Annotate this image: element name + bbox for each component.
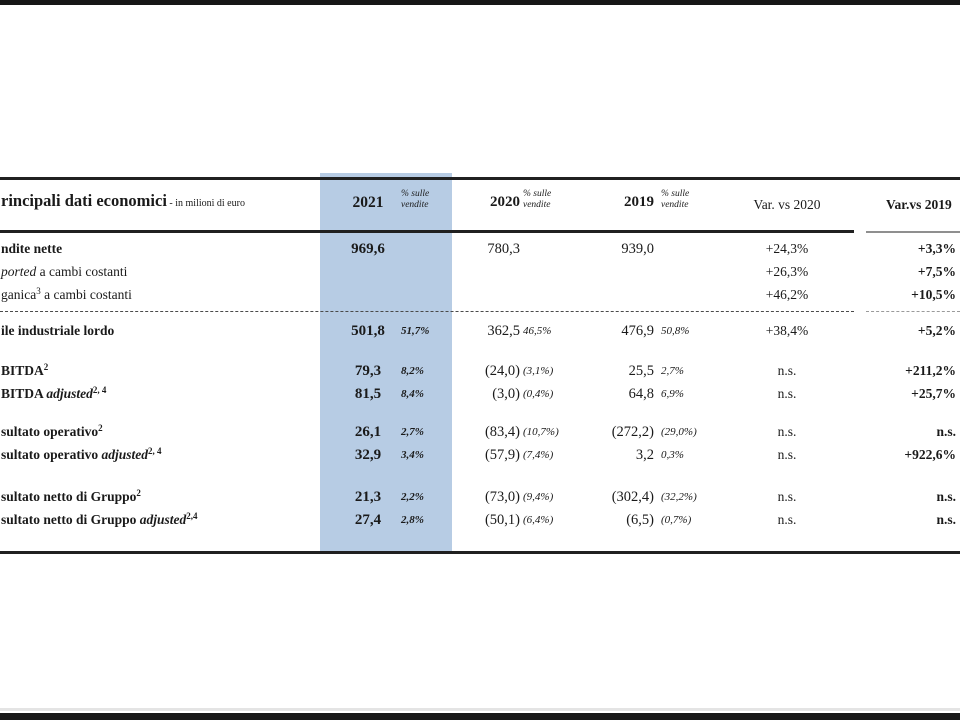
- pct-2019: (0,7%): [661, 514, 692, 526]
- value-2019: 476,9: [621, 323, 654, 339]
- column-header-2019-pct: % sulle vendite: [661, 189, 690, 210]
- column-header-2019: 2019: [624, 194, 654, 210]
- row-label-italic: adjusted: [139, 512, 187, 527]
- row-label: ndite nette: [1, 241, 63, 256]
- value-2019: (272,2): [611, 424, 654, 440]
- pct-2020: 46,5%: [523, 325, 552, 337]
- column-header-2020-pct: % sulle vendite: [523, 189, 552, 210]
- row-label-main: sultato operativo: [1, 447, 102, 462]
- row-label-main: sultato netto di Gruppo: [1, 489, 137, 504]
- value-var-2020: +38,4%: [765, 323, 809, 338]
- table-top-border: [0, 177, 960, 180]
- value-2021: 501,8: [351, 323, 385, 339]
- pct-2019: (32,2%): [661, 491, 697, 503]
- row-label-main: ganica: [1, 287, 37, 302]
- pct-2020: (9,4%): [523, 491, 554, 503]
- pct-2020: (10,7%): [523, 426, 559, 438]
- value-2019: (302,4): [611, 489, 654, 505]
- value-var-2019: +7,5%: [917, 264, 956, 279]
- row-label-main: BITDA: [1, 363, 44, 378]
- value-var-2019: n.s.: [936, 424, 956, 439]
- column-header-var-2020: Var. vs 2020: [753, 197, 821, 212]
- value-var-2019: +3,3%: [917, 241, 956, 256]
- table-row: [0, 421, 960, 443]
- table-row: [0, 444, 960, 466]
- row-label-footnote: 2: [43, 362, 49, 372]
- letterbox-bottom: [0, 713, 960, 720]
- row-label: [1, 284, 132, 307]
- pct-2021: 51,7%: [401, 325, 430, 337]
- pct-2020: (3,1%): [523, 365, 554, 377]
- pct-2021: 2,2%: [401, 491, 424, 503]
- row-label-rest: a cambi costanti: [40, 287, 132, 302]
- table-bottom-border: [0, 551, 960, 554]
- table-row: [0, 261, 960, 283]
- value-2020: (50,1): [484, 512, 520, 528]
- row-label: [1, 383, 106, 406]
- column-header-2020: 2020: [490, 194, 520, 210]
- table-title: [1, 191, 245, 211]
- table-title-main: rincipali dati economici: [1, 191, 167, 210]
- header-underline-var2019: [866, 231, 960, 233]
- value-2021: 26,1: [354, 424, 382, 440]
- table-row: [0, 320, 960, 342]
- value-var-2020: n.s.: [777, 489, 797, 504]
- pct-2019: 6,9%: [661, 388, 684, 400]
- value-2021: 27,4: [354, 512, 382, 528]
- value-var-2019: n.s.: [936, 512, 956, 527]
- row-label-footnote: 2, 4: [92, 385, 107, 395]
- value-2021: 21,3: [354, 489, 382, 505]
- value-var-2020: n.s.: [777, 363, 797, 378]
- value-2019: 25,5: [628, 363, 654, 379]
- table-row: [0, 360, 960, 382]
- row-label-rest: a cambi costanti: [36, 264, 128, 279]
- row-label-main: BITDA: [1, 386, 47, 401]
- table-row: [0, 486, 960, 508]
- pct-2020: (7,4%): [523, 449, 554, 461]
- row-label: [1, 421, 103, 444]
- pct-2021: 2,8%: [401, 514, 424, 526]
- value-var-2020: +26,3%: [765, 264, 809, 279]
- row-label-main: sultato operativo: [1, 424, 99, 439]
- section-divider-var2019: [866, 311, 960, 312]
- pct-2021: 8,2%: [401, 365, 424, 377]
- value-2019: 3,2: [635, 447, 654, 463]
- row-label: [1, 486, 141, 509]
- value-2020: (57,9): [484, 447, 520, 463]
- pct-2019: 2,7%: [661, 365, 684, 377]
- row-label-footnote: 3: [36, 286, 41, 296]
- value-var-2020: n.s.: [777, 386, 797, 401]
- pct-2020: (6,4%): [523, 514, 554, 526]
- row-label-main: sultato netto di Gruppo: [1, 512, 140, 527]
- table-row: [0, 284, 960, 306]
- value-var-2019: +922,6%: [904, 447, 956, 462]
- row-label-footnote: 2, 4: [148, 446, 162, 456]
- row-label-italic: adjusted: [101, 447, 149, 462]
- value-var-2019: +25,7%: [911, 386, 956, 401]
- column-header-2021: 2021: [352, 194, 384, 211]
- value-2020: (3,0): [492, 386, 520, 402]
- pct-2021: 8,4%: [401, 388, 424, 400]
- section-divider: [0, 311, 854, 312]
- row-label: [1, 360, 48, 383]
- letterbox-bottom-shade: [0, 708, 960, 711]
- table-title-unit: - in milioni di euro: [166, 198, 245, 209]
- pct-2019: 50,8%: [661, 325, 690, 337]
- value-2019: 64,8: [628, 386, 654, 402]
- pct-2019: (29,0%): [661, 426, 697, 438]
- value-2021: 32,9: [354, 447, 382, 463]
- row-label-italic: ported: [1, 264, 37, 279]
- row-label: [1, 509, 198, 532]
- value-2019: 939,0: [621, 241, 654, 257]
- value-2021: 969,6: [351, 241, 385, 257]
- row-label: ile industriale lordo: [1, 323, 115, 338]
- column-header-2021-pct: % sulle vendite: [401, 189, 430, 210]
- value-2020: (83,4): [484, 424, 520, 440]
- value-var-2020: n.s.: [777, 424, 797, 439]
- value-var-2019: n.s.: [936, 489, 956, 504]
- row-label-footnote: 2: [98, 423, 103, 433]
- row-label-footnote: 2,4: [186, 511, 198, 521]
- pct-2019: 0,3%: [661, 449, 684, 461]
- pct-2021: 3,4%: [401, 449, 424, 461]
- table-row: [0, 238, 960, 260]
- value-2020: (73,0): [484, 489, 520, 505]
- row-label: [1, 444, 162, 467]
- value-var-2020: n.s.: [777, 512, 797, 527]
- column-header-var-2019: Var.vs 2019: [886, 197, 952, 212]
- value-2021: 79,3: [354, 363, 382, 379]
- table-row: [0, 509, 960, 531]
- row-label-italic: adjusted: [46, 386, 93, 401]
- value-var-2020: +24,3%: [765, 241, 809, 256]
- row-label-footnote: 2: [136, 488, 141, 498]
- header-underline: [0, 230, 854, 233]
- pct-2021: 2,7%: [401, 426, 424, 438]
- table-row: [0, 383, 960, 405]
- value-2020: (24,0): [484, 363, 520, 379]
- value-2020: 780,3: [487, 241, 520, 257]
- value-var-2020: n.s.: [777, 447, 797, 462]
- value-2020: 362,5: [487, 323, 520, 339]
- value-2021: 81,5: [354, 386, 382, 402]
- value-var-2019: +5,2%: [917, 323, 956, 338]
- pct-2020: (0,4%): [523, 388, 554, 400]
- value-var-2019: +10,5%: [911, 287, 956, 302]
- value-var-2019: +211,2%: [905, 363, 956, 378]
- letterbox-top: [0, 0, 960, 5]
- value-2019: (6,5): [626, 512, 654, 528]
- row-label: [1, 261, 127, 283]
- value-var-2020: +46,2%: [765, 287, 809, 302]
